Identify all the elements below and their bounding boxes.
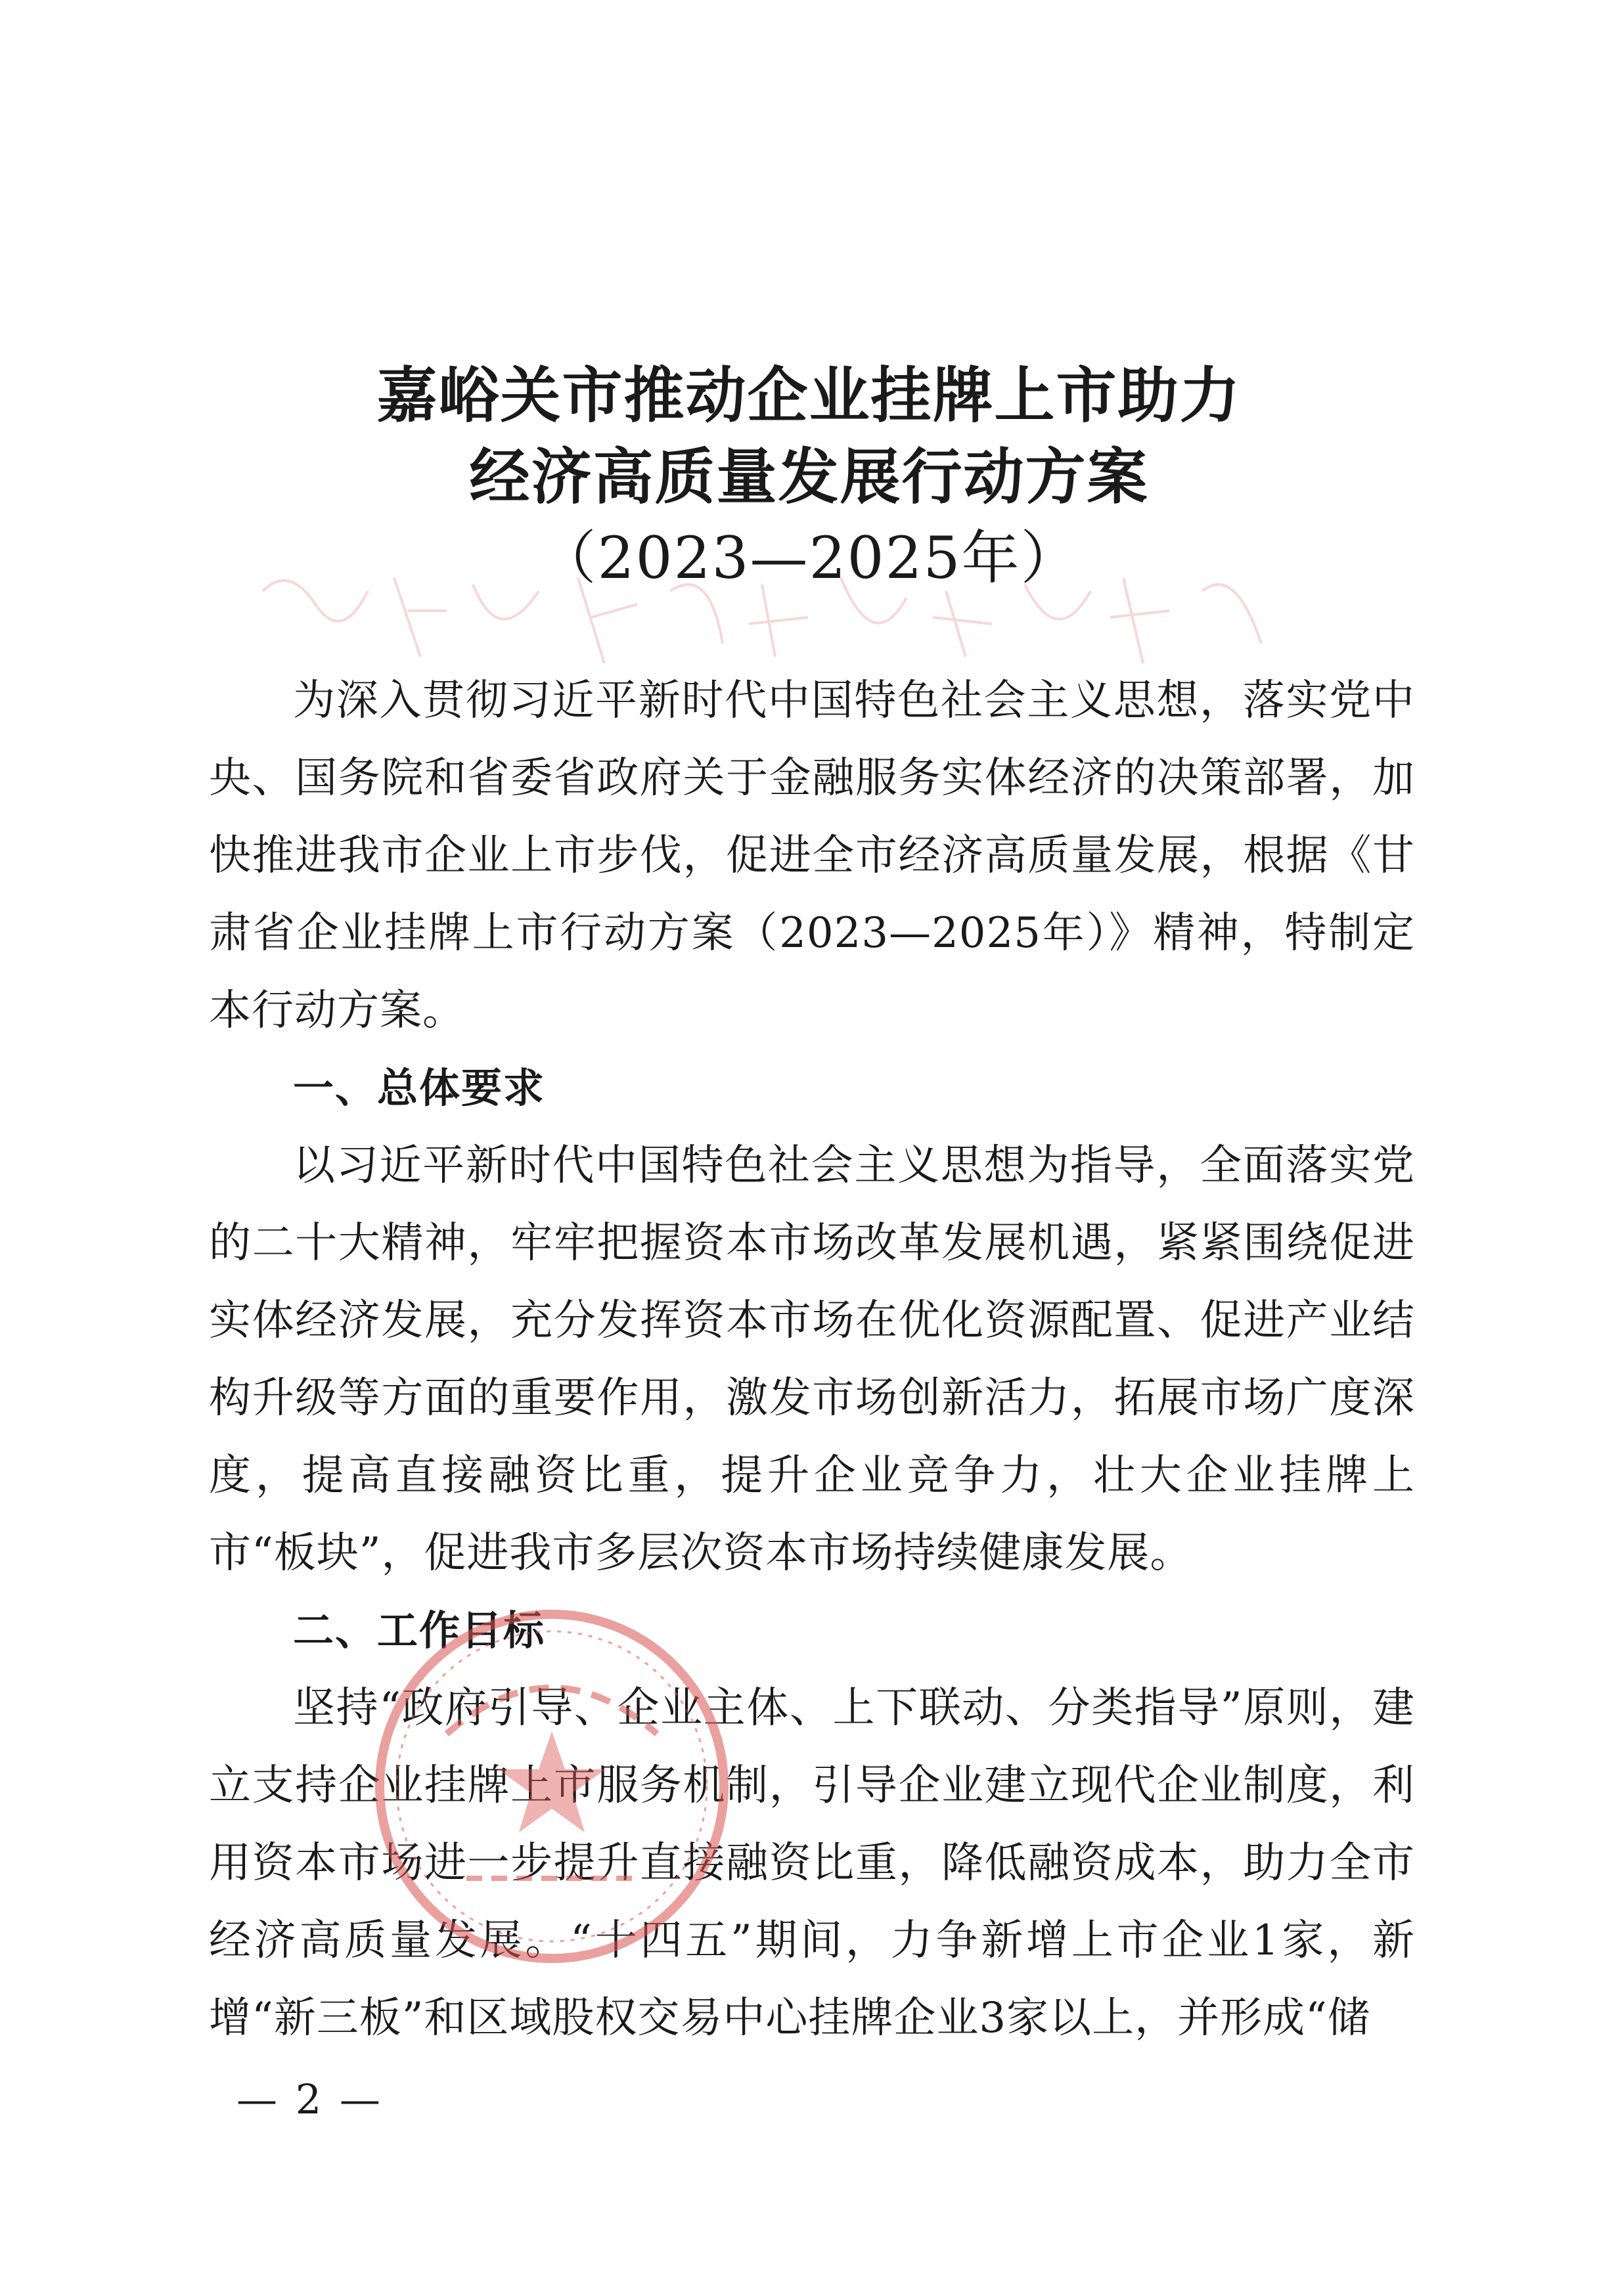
page-number: — 2 — (236, 2075, 383, 2123)
intro-paragraph: 为深入贯彻习近平新时代中国特色社会主义思想，落实党中央、国务院和省委省政府关于金融服务实体经济的决策部署，加快推进我市企业上市步伐，促进全市经济高质量发展，根据《甘肃省企业挂牌上市行动方案（2023—2025年）》精神，特制定本行动方案。 (209, 676, 1415, 1035)
section-heading-2: 二、工作目标 (293, 1606, 546, 1654)
title-line-3: （2023—2025年） (538, 524, 1080, 592)
document-title (0, 355, 1618, 599)
section-2-paragraph: 坚持“政府引导、企业主体、上下联动、分类指导”原则，建立支持企业挂牌上市服务机制，引导企业建立现代企业制度，利用资本市场进一步提升直接融资比重，降低融资成本，助力全市经济高质量发展。“十四五”期间，力争新增上市企业1家，新增“新三板”和区域股权交易中心挂牌企业3家以上，并形成“储 (209, 1684, 1415, 2042)
section-heading-1: 一、总体要求 (293, 1064, 546, 1112)
title-line-2: 经济高质量发展行动方案 (469, 441, 1149, 512)
section-1-paragraph: 以习近平新时代中国特色社会主义思想为指导，全面落实党的二十大精神，牢牢把握资本市场改革发展机遇，紧紧围绕促进实体经济发展，充分发挥资本市场在优化资源配置、促进产业结构升级等方面的重要作用，激发市场创新活力，拓展市场广度深度，提高直接融资比重，提升企业竞争力，壮大企业挂牌上市“板块”，促进我市多层次资本市场持续健康发展。 (209, 1141, 1415, 1578)
title-line-1: 嘉峪关市推动企业挂牌上市助力 (376, 360, 1242, 431)
official-seal-stamp (368, 1602, 736, 1970)
